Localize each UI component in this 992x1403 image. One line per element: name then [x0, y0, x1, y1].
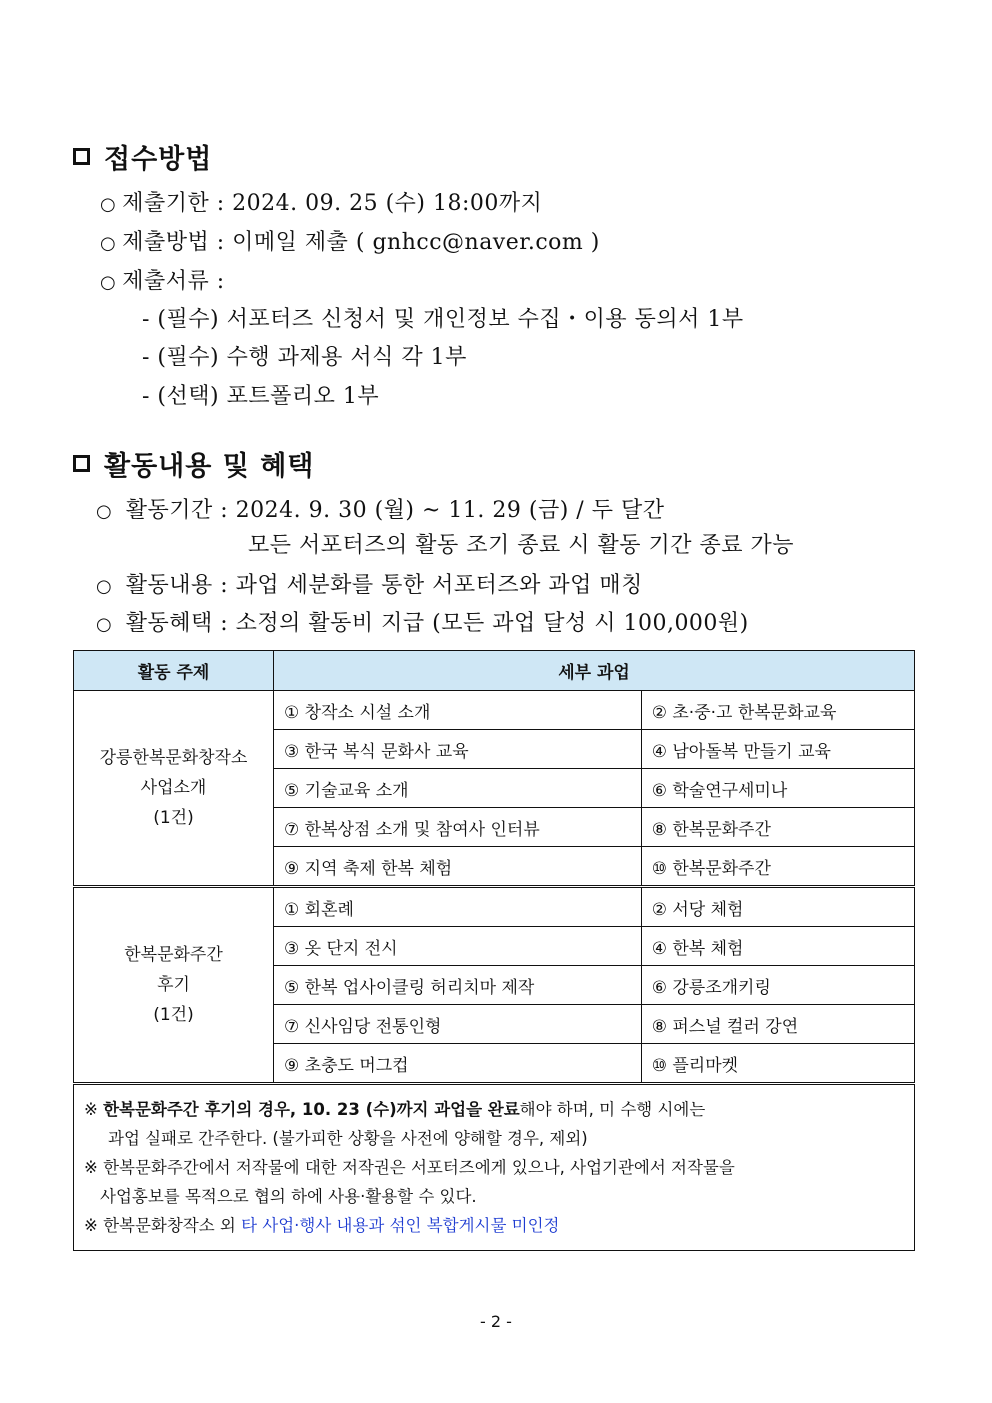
submission-documents: ○ 제출서류 : [100, 269, 225, 294]
bullet-circle-icon: ○ [96, 501, 113, 522]
task-cell: ⑦ 신사임당 전통인형 [274, 1005, 642, 1044]
task-cell: ⑨ 지역 축제 한복 체험 [274, 847, 642, 887]
section-title-activity [73, 444, 314, 483]
task-cell: ⑨ 초충도 머그컵 [274, 1044, 642, 1084]
task-cell: ⑥ 학술연구세미나 [641, 769, 914, 808]
note-2: ※ 한복문화주간에서 저작물에 대한 저작권은 서포터즈에게 있으나, 사업기관에서 저작물을 [84, 1158, 735, 1177]
activity-table [73, 650, 915, 1251]
document-item: - (필수) 수행 과제용 서식 각 1부 [142, 345, 467, 370]
checkbox-square-icon [73, 455, 90, 472]
activity-benefit: ○ 활동혜택 : 소정의 활동비 지급 (모든 과업 달성 시 100,000원) [96, 611, 749, 636]
topic-cell: 한복문화주간 후기 (1건) [74, 887, 274, 1084]
task-cell: ⑤ 기술교육 소개 [274, 769, 642, 808]
task-cell: ④ 한복 체험 [641, 927, 914, 966]
notes-row [74, 1084, 915, 1251]
task-cell: ⑦ 한복상점 소개 및 참여사 인터뷰 [274, 808, 642, 847]
task-cell: ④ 남아돌복 만들기 교육 [641, 730, 914, 769]
bullet-circle-icon: ○ [96, 614, 113, 635]
task-cell: ② 초·중·고 한복문화교육 [641, 691, 914, 730]
header-tasks: 세부 과업 [274, 651, 915, 691]
table-header-row [74, 651, 915, 691]
note-1: ※ 한복문화주간 후기의 경우, 10. 23 (수)까지 과업을 완료해야 하며, 미 수행 시에는 [84, 1100, 706, 1119]
task-cell: ⑤ 한복 업사이클링 허리치마 제작 [274, 966, 642, 1005]
page-number: - 2 - [480, 1312, 512, 1331]
topic-cell: 강릉한복문화창작소 사업소개 (1건) [74, 691, 274, 887]
section-title-submission [73, 137, 212, 176]
activity-period-note: 모든 서포터즈의 활동 조기 종료 시 활동 기간 종료 가능 [248, 533, 794, 558]
document-item: - (선택) 포트폴리오 1부 [142, 384, 380, 409]
activity-period: ○ 활동기간 : 2024. 9. 30 (월) ~ 11. 29 (금) / 두 달간 [96, 498, 665, 523]
note-3: ※ 한복문화창작소 외 타 사업·행사 내용과 섞인 복합게시물 미인정 [84, 1216, 560, 1235]
task-cell: ① 회혼례 [274, 887, 642, 927]
task-cell: ③ 옷 단지 전시 [274, 927, 642, 966]
submission-deadline: ○ 제출기한 : 2024. 09. 25 (수) 18:00까지 [100, 191, 543, 216]
bullet-circle-icon: ○ [100, 233, 117, 254]
note-1-continued: 과업 실패로 간주한다. (불가피한 상황을 사전에 양해할 경우, 제외) [108, 1129, 588, 1148]
checkbox-square-icon [73, 148, 90, 165]
notes-cell [74, 1084, 915, 1251]
bullet-circle-icon: ○ [100, 194, 117, 215]
submission-title: 접수방법 [104, 144, 213, 175]
activity-content: ○ 활동내용 : 과업 세분화를 통한 서포터즈와 과업 매칭 [96, 573, 643, 598]
document-item: - (필수) 서포터즈 신청서 및 개인정보 수집・이용 동의서 1부 [142, 307, 744, 332]
bullet-circle-icon: ○ [96, 576, 113, 597]
task-cell: ① 창작소 시설 소개 [274, 691, 642, 730]
task-cell: ② 서당 체험 [641, 887, 914, 927]
task-cell: ⑧ 한복문화주간 [641, 808, 914, 847]
task-cell: ⑥ 강릉조개키링 [641, 966, 914, 1005]
task-cell: ⑩ 한복문화주간 [641, 847, 914, 887]
bullet-circle-icon: ○ [100, 272, 117, 293]
table-row [74, 887, 915, 927]
task-cell: ⑧ 퍼스널 컬러 강연 [641, 1005, 914, 1044]
submission-method: ○ 제출방법 : 이메일 제출 ( gnhcc@naver.com ) [100, 230, 600, 255]
table-row [74, 691, 915, 730]
activity-title: 활동내용 및 혜택 [104, 451, 315, 482]
note-2-continued: 사업홍보를 목적으로 협의 하에 사용·활용할 수 있다. [100, 1187, 477, 1206]
header-topic: 활동 주제 [74, 651, 274, 691]
task-cell: ③ 한국 복식 문화사 교육 [274, 730, 642, 769]
task-cell: ⑩ 플리마켓 [641, 1044, 914, 1084]
